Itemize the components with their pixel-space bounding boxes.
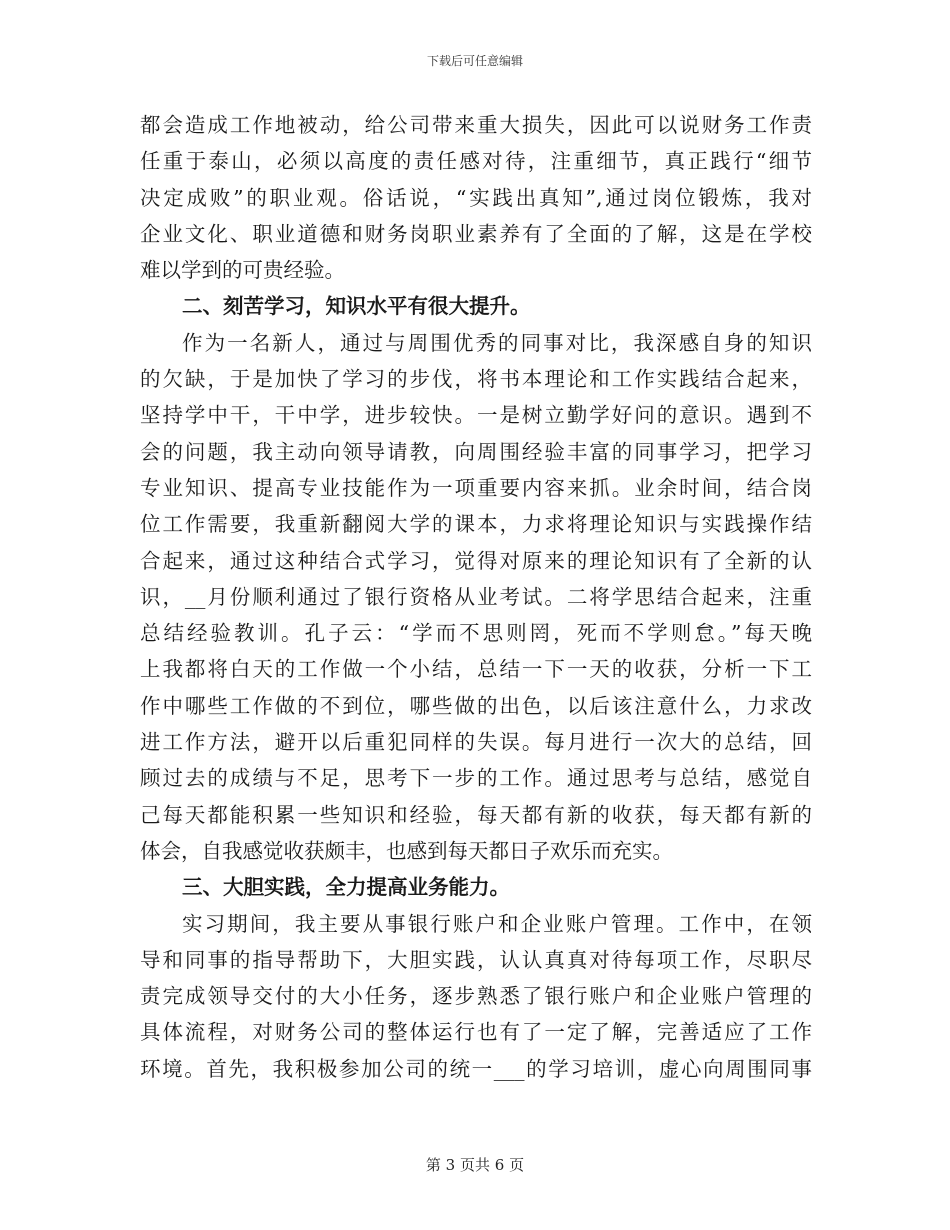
paragraph-line: 实习期间，我主要从事银行账户和企业账户管理。工作中，在领 [182,911,812,936]
paragraph-line: 合起来，通过这种结合式学习，觉得对原来的理论知识有了全新的认 [140,548,812,573]
paragraph-line: 作为一名新人，通过与周围优秀的同事对比，我深感自身的知识 [182,330,812,355]
section-heading: 三、大胆实践，全力提高业务能力。 [182,875,510,900]
paragraph-line: 都会造成工作地被动，给公司带来重大损失，因此可以说财务工作责 [140,113,812,137]
paragraph-line: 难以学到的可贵经验。 [140,258,345,283]
page-footer: 第 3 页共 6 页 [425,1156,525,1174]
document-body [140,107,812,1087]
paragraph-line: 环境。首先，我积极参加公司的统一___的学习培训，虚心向周围同事 [140,1056,812,1081]
paragraph-line: 企业文化、职业道德和财务岗职业素养有了全面的了解，这是在学校 [140,221,812,246]
paragraph-line: 己每天都能积累一些知识和经验，每天都有新的收获，每天都有新的 [140,802,812,827]
page-header: 下载后可任意编辑 [426,54,523,68]
paragraph-line: 上我都将白天的工作做一个小结，总结一下一天的收获，分析一下工 [140,657,812,682]
paragraph-line: 责完成领导交付的大小任务，逐步熟悉了银行账户和企业账户管理的 [140,984,812,1009]
paragraph-line: 位工作需要，我重新翻阅大学的课本，力求将理论知识与实践操作结 [140,512,812,537]
paragraph-line: 坚持学中干，干中学，进步较快。一是树立勤学好问的意识。遇到不 [140,403,812,428]
section-heading: 二、刻苦学习，知识水平有很大提升。 [182,294,531,319]
paragraph-line: 会的问题，我主动向领导请教，向周围经验丰富的同事学习，把学习 [140,439,812,464]
paragraph-line: 总结经验教训。孔子云：“学而不思则罔，死而不学则怠。”每天晚 [140,621,812,646]
paragraph-line: 具体流程，对财务公司的整体运行也有了一定了解，完善适应了工作 [140,1020,812,1045]
paragraph-line: 决定成败”的职业观。俗话说，“实践出真知”,通过岗位锻炼，我对 [140,185,812,210]
paragraph-line: 导和同事的指导帮助下，大胆实践，认认真真对待每项工作，尽职尽 [140,947,812,972]
paragraph-line: 任重于泰山，必须以高度的责任感对待，注重细节，真正践行“细节 [140,149,812,174]
paragraph-line: 体会，自我感觉收获颇丰，也感到每天都日子欢乐而充实。 [140,838,673,863]
paragraph-line: 专业知识、提高专业技能作为一项重要内容来抓。业余时间，结合岗 [140,475,812,500]
paragraph-line: 进工作方法，避开以后重犯同样的失误。每月进行一次大的总结，回 [140,730,812,755]
paragraph-line: 顾过去的成绩与不足，思考下一步的工作。通过思考与总结，感觉自 [140,766,812,791]
paragraph-line: 作中哪些工作做的不到位，哪些做的出色，以后该注意什么，力求改 [140,693,812,718]
paragraph-line: 识，__月份顺利通过了银行资格从业考试。二将学思结合起来，注重 [140,584,812,609]
paragraph-line: 的欠缺，于是加快了学习的步伐，将书本理论和工作实践结合起来， [140,367,812,392]
